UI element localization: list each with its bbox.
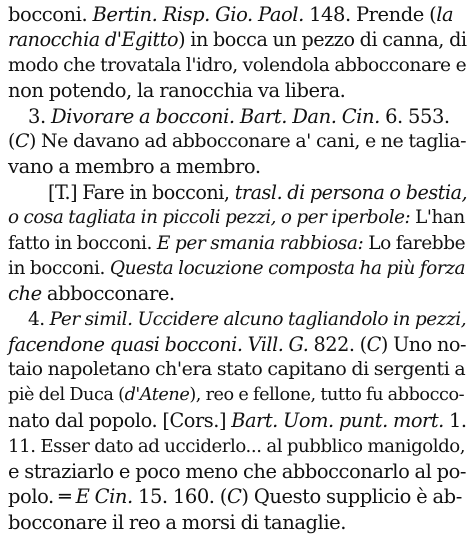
text-segment: Lo farebbe bbox=[363, 232, 466, 254]
text-segment: bocconare il reo a morsi di tanaglie. bbox=[8, 510, 346, 534]
text-segment: in bocconi. bbox=[8, 257, 110, 279]
text-segment: 11. Esser dato ad ucciderlo... al pubblico manigoldo, bbox=[8, 435, 466, 457]
text-segment: 3. bbox=[28, 104, 51, 128]
italic-citation-segment: o cosa tagliata in piccoli pezzi, o per iperbole: bbox=[8, 207, 411, 229]
text-line bbox=[8, 53, 467, 78]
text-segment: ) Ne davano ad abbocconare a' cani, e ne taglia- bbox=[29, 129, 467, 152]
text-line bbox=[8, 78, 467, 103]
italic-citation-segment: Questa locuzione composta ha più forza bbox=[109, 257, 466, 279]
text-segment: piè del Duca ( bbox=[8, 384, 125, 405]
text-segment: taio napoletano ch'era stato capitano di sergenti a bbox=[8, 358, 466, 381]
italic-citation-segment: E per smania rabbiosa: bbox=[156, 232, 364, 254]
text-segment: non potendo, la ranocchia va libera. bbox=[8, 79, 346, 103]
text-segment: L'han bbox=[410, 207, 465, 229]
text-segment: 4. bbox=[28, 308, 50, 330]
text-segment: bocconi. bbox=[8, 3, 93, 26]
text-line bbox=[8, 231, 467, 256]
text-line bbox=[8, 357, 467, 382]
italic-citation-segment: E Cin. bbox=[75, 485, 133, 509]
dictionary-entry-text bbox=[8, 2, 467, 535]
text-line bbox=[8, 408, 467, 433]
text-line bbox=[8, 459, 467, 484]
italic-citation-segment: C bbox=[366, 333, 381, 357]
italic-citation-segment: C bbox=[226, 485, 242, 509]
text-segment: ) Uno no- bbox=[380, 333, 467, 357]
italic-citation-segment: Per simil. Uccidere alcuno tagliandolo in pezzi, bbox=[49, 308, 467, 330]
text-segment: 1. bbox=[443, 409, 467, 433]
text-line bbox=[8, 256, 467, 281]
text-segment: 15. 160. ( bbox=[132, 485, 227, 509]
text-line bbox=[8, 332, 467, 357]
italic-citation-segment: Divorare a bocconi. Bart. Dan. Cin. bbox=[50, 104, 380, 128]
italic-citation-segment: facendone quasi bocconi. Vill. G. bbox=[8, 333, 309, 357]
italic-citation-segment: d'Atene bbox=[124, 384, 190, 405]
text-line bbox=[8, 281, 467, 306]
text-line bbox=[8, 383, 467, 408]
text-segment: ( bbox=[8, 129, 15, 152]
text-line bbox=[8, 434, 467, 459]
italic-citation-segment: trasl. di persona o bestia, bbox=[234, 180, 468, 204]
italic-citation-segment: Bertin. Risp. Gio. Paol. bbox=[92, 3, 304, 26]
text-line bbox=[8, 307, 467, 332]
text-segment: ) in bocca un pezzo di canna, di bbox=[178, 28, 467, 52]
text-line bbox=[8, 484, 467, 509]
text-segment: e straziarlo e poco meno che abbocconarlo al po- bbox=[8, 460, 467, 484]
italic-citation-segment: la bbox=[436, 3, 454, 26]
italic-citation-segment: C bbox=[14, 129, 29, 152]
text-segment: [T.] Fare in bocconi, bbox=[48, 180, 235, 204]
text-line bbox=[8, 205, 467, 230]
text-segment: fatto in bocconi. bbox=[8, 232, 157, 254]
text-segment: 822. ( bbox=[308, 333, 367, 357]
text-segment: vano a membro a membro. bbox=[8, 155, 261, 179]
text-segment: modo che trovatala l'idro, volendola abbocconare e bbox=[8, 54, 467, 76]
text-line bbox=[8, 129, 467, 154]
text-segment: abbocconare. bbox=[41, 282, 175, 306]
italic-citation-segment: Bart. Uom. punt. mort. bbox=[231, 409, 444, 433]
text-segment: 148. Prende ( bbox=[303, 3, 437, 26]
italic-citation-segment: che bbox=[8, 282, 42, 306]
text-segment: ), reo e fellone, tutto fu abbocco- bbox=[189, 384, 465, 405]
text-segment: nato dal popolo. [Cors.] bbox=[8, 409, 232, 433]
text-line bbox=[8, 180, 467, 205]
italic-citation-segment: ranocchia d'Egitto bbox=[8, 28, 179, 52]
text-segment: 6. 553. bbox=[379, 104, 450, 128]
text-line bbox=[8, 104, 467, 129]
text-segment: polo. ═ bbox=[8, 485, 76, 509]
text-line bbox=[8, 2, 467, 27]
text-line bbox=[8, 27, 467, 52]
text-line bbox=[8, 154, 467, 179]
text-line bbox=[8, 510, 467, 535]
text-segment: ) Questo supplicio è ab- bbox=[241, 485, 462, 509]
